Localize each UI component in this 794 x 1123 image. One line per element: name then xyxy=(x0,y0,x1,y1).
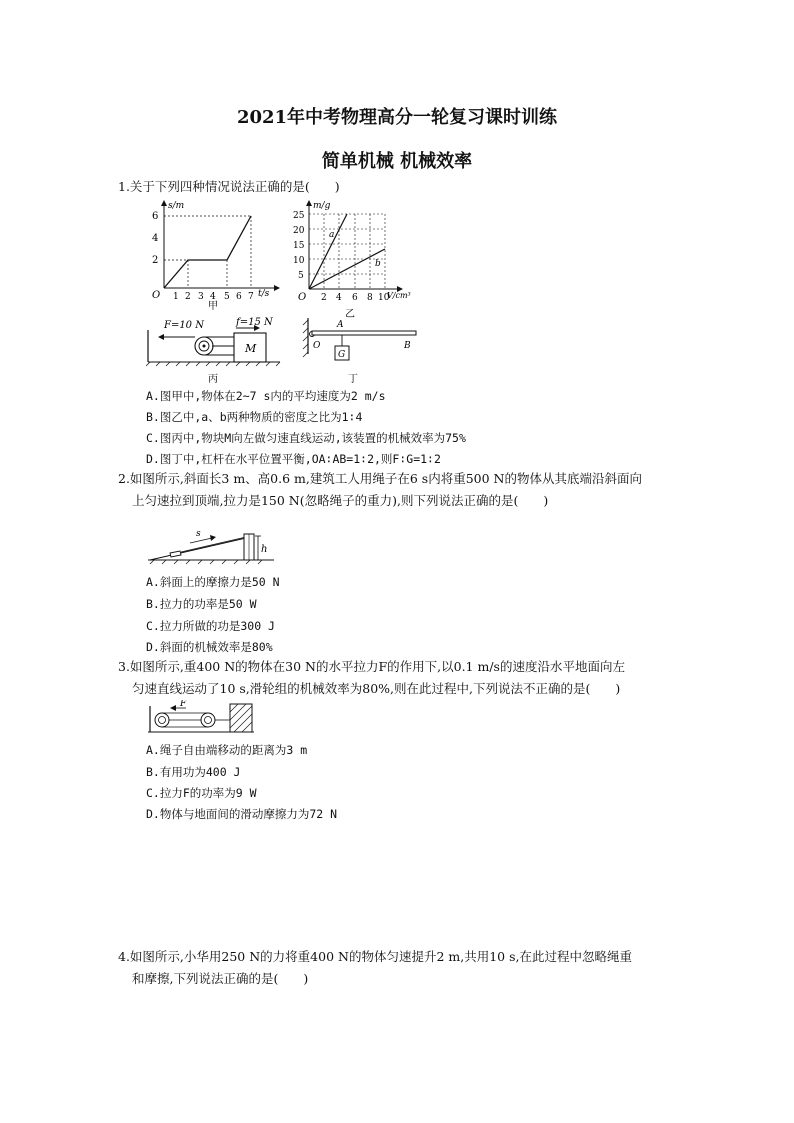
question-2-option-b: B.拉力的功率是50 W xyxy=(146,597,257,611)
ding-label-A: A xyxy=(337,320,344,330)
jia-caption: 甲 xyxy=(208,301,218,310)
jia-origin-label: O xyxy=(152,290,161,301)
yi-x-tick-4: 4 xyxy=(336,293,342,303)
ding-label-G: G xyxy=(338,350,346,360)
jia-y-tick-6: 6 xyxy=(152,211,159,222)
question-2-option-c: C.拉力所做的功是300 J xyxy=(146,619,275,633)
question-4-stem-line-1: 4.如图所示,小华用250 N的力将重400 N的物体匀速提升2 m,共用10 s,在此过程中忽略绳重 xyxy=(118,949,632,964)
document-title: 2021年中考物理高分一轮复习课时训练 xyxy=(236,107,558,128)
question-1-option-c: C.图丙中,物块M向左做匀速直线运动,该装置的机械效率为75% xyxy=(146,431,466,445)
question-3-option-d: D.物体与地面间的滑动摩擦力为72 N xyxy=(146,807,338,821)
question-1-stem: 1.关于下列四种情况说法正确的是( ) xyxy=(118,179,340,194)
ding-caption: 丁 xyxy=(348,374,358,385)
q2-label-h: h xyxy=(261,544,268,555)
jia-x-axis-label: t/s xyxy=(258,289,270,299)
yi-x-tick-2: 2 xyxy=(321,293,327,303)
question-2-option-d: D.斜面的机械效率是80% xyxy=(146,640,273,654)
yi-y-tick-10: 10 xyxy=(293,256,305,266)
question-2-option-a: A.斜面上的摩擦力是50 N xyxy=(146,575,280,589)
figure-q3-pulley-wall xyxy=(146,700,256,738)
jia-x-tick-3: 3 xyxy=(198,292,204,302)
q2-label-s: s xyxy=(196,529,201,539)
q3-label-F: F xyxy=(180,700,187,709)
bing-force-F-label: F=10 N xyxy=(164,320,204,331)
question-2-stem xyxy=(118,468,708,512)
question-2-stem-line-2: 上匀速拉到顶端,拉力是150 N(忽略绳子的重力),则下列说法正确的是( ) xyxy=(132,493,549,508)
yi-line-a-label: a xyxy=(329,230,335,240)
bing-caption: 丙 xyxy=(208,374,218,385)
question-4-stem-line-2: 和摩擦,下列说法正确的是( ) xyxy=(132,971,309,986)
jia-y-tick-2: 2 xyxy=(152,255,159,266)
yi-y-tick-20: 20 xyxy=(293,226,305,236)
yi-x-tick-10: 10 xyxy=(378,293,390,303)
figure-yi-m-v-graph xyxy=(293,198,423,320)
yi-x-tick-6: 6 xyxy=(352,293,358,303)
question-3-option-b: B.有用功为400 J xyxy=(146,765,241,779)
bing-force-f-label: f=15 N xyxy=(236,317,273,328)
question-3-option-c: C.拉力F的功率为9 W xyxy=(146,786,257,800)
question-1-option-d: D.图丁中,杠杆在水平位置平衡,OA∶AB=1∶2,则F∶G=1∶2 xyxy=(146,452,441,466)
question-1-option-b: B.图乙中,a、b两种物质的密度之比为1∶4 xyxy=(146,410,363,424)
yi-origin-label: O xyxy=(298,292,307,303)
yi-y-axis-label: m/g xyxy=(313,201,331,211)
jia-x-tick-2: 2 xyxy=(185,292,191,302)
ding-label-O: O xyxy=(313,341,321,351)
jia-x-tick-5: 5 xyxy=(224,292,230,302)
figure-jia-s-t-graph xyxy=(146,198,282,310)
yi-y-tick-25: 25 xyxy=(293,211,305,221)
yi-caption: 乙 xyxy=(345,309,355,320)
document-subtitle: 简单机械 机械效率 xyxy=(321,151,473,172)
question-4-stem xyxy=(118,946,708,990)
question-3-stem-line-2: 匀速直线运动了10 s,滑轮组的机械效率为80%,则在此过程中,下列说法不正确的是( ) xyxy=(132,681,621,696)
figure-bing-pulley-block xyxy=(146,314,286,386)
question-2-stem-line-1: 2.如图所示,斜面长3 m、高0.6 m,建筑工人用绳子在6 s内将重500 N的物体从其底端沿斜面向 xyxy=(118,471,642,486)
yi-x-tick-8: 8 xyxy=(367,293,373,303)
jia-x-tick-6: 6 xyxy=(236,292,242,302)
yi-y-tick-15: 15 xyxy=(293,241,305,251)
question-1-option-a: A.图甲中,物体在2~7 s内的平均速度为2 m/s xyxy=(146,389,386,403)
jia-y-tick-4: 4 xyxy=(152,233,159,244)
jia-x-tick-7: 7 xyxy=(248,292,254,302)
jia-y-axis-label: s/m xyxy=(168,201,185,211)
yi-x-axis-label: V/cm³ xyxy=(387,291,411,300)
jia-x-tick-1: 1 xyxy=(173,292,179,302)
figure-q2-incline xyxy=(146,524,276,568)
figure-ding-lever xyxy=(298,314,424,386)
ding-label-B: B xyxy=(404,341,411,351)
yi-line-b-label: b xyxy=(375,259,381,269)
question-3-stem-line-1: 3.如图所示,重400 N的物体在30 N的水平拉力F的作用下,以0.1 m/s的速度沿水平地面向左 xyxy=(118,659,625,674)
question-3-stem xyxy=(118,656,708,700)
question-3-option-a: A.绳子自由端移动的距离为3 m xyxy=(146,743,308,757)
yi-y-tick-5: 5 xyxy=(298,271,304,281)
jia-x-tick-4: 4 xyxy=(210,292,216,302)
bing-block-label: M xyxy=(245,342,257,355)
